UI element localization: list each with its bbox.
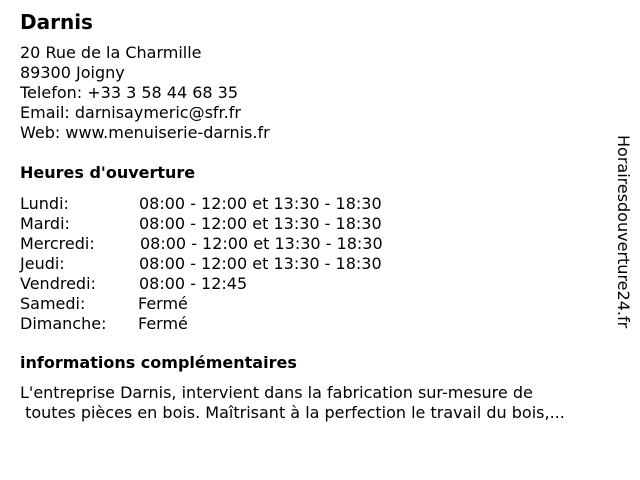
day-hours: 08:00 - 12:00 et 13:30 - 18:30	[139, 254, 382, 273]
day-hours: 08:00 - 12:45	[139, 274, 248, 293]
address-city: 89300 Joigny	[20, 63, 125, 82]
description-line: L'entreprise Darnis, intervient dans la fabrication sur-mesure de	[20, 383, 533, 402]
description-line: toutes pièces en bois. Maîtrisant à la perfection le travail du bois,...	[20, 403, 565, 422]
phone-text: Telefon: +33 3 58 44 68 35	[20, 83, 239, 102]
email-text: Email: darnisaymeric@sfr.fr	[20, 103, 241, 122]
contact-block	[20, 43, 270, 143]
watermark	[613, 135, 633, 345]
day-label: Vendredi:	[20, 274, 96, 293]
day-hours: 08:00 - 12:00 et 13:30 - 18:30	[139, 194, 382, 213]
business-name: Darnis	[20, 10, 93, 34]
day-label: Dimanche:	[20, 314, 107, 333]
day-hours: 08:00 - 12:00 et 13:30 - 18:30	[139, 214, 382, 233]
day-label: Jeudi:	[20, 254, 65, 273]
day-hours: 08:00 - 12:00 et 13:30 - 18:30	[140, 234, 383, 253]
day-hours: Fermé	[138, 314, 188, 333]
info-heading: informations complémentaires	[20, 353, 297, 372]
day-label: Mercredi:	[20, 234, 95, 253]
watermark-text: Horairesdouverture24.fr	[614, 135, 633, 329]
day-hours: Fermé	[138, 294, 188, 313]
day-label: Mardi:	[20, 214, 70, 233]
hours-heading: Heures d'ouverture	[20, 163, 196, 182]
web-text: Web: www.menuiserie-darnis.fr	[20, 123, 270, 142]
address-street: 20 Rue de la Charmille	[20, 43, 202, 62]
info-description	[20, 383, 565, 423]
day-label: Lundi:	[20, 194, 69, 213]
day-label: Samedi:	[20, 294, 86, 313]
